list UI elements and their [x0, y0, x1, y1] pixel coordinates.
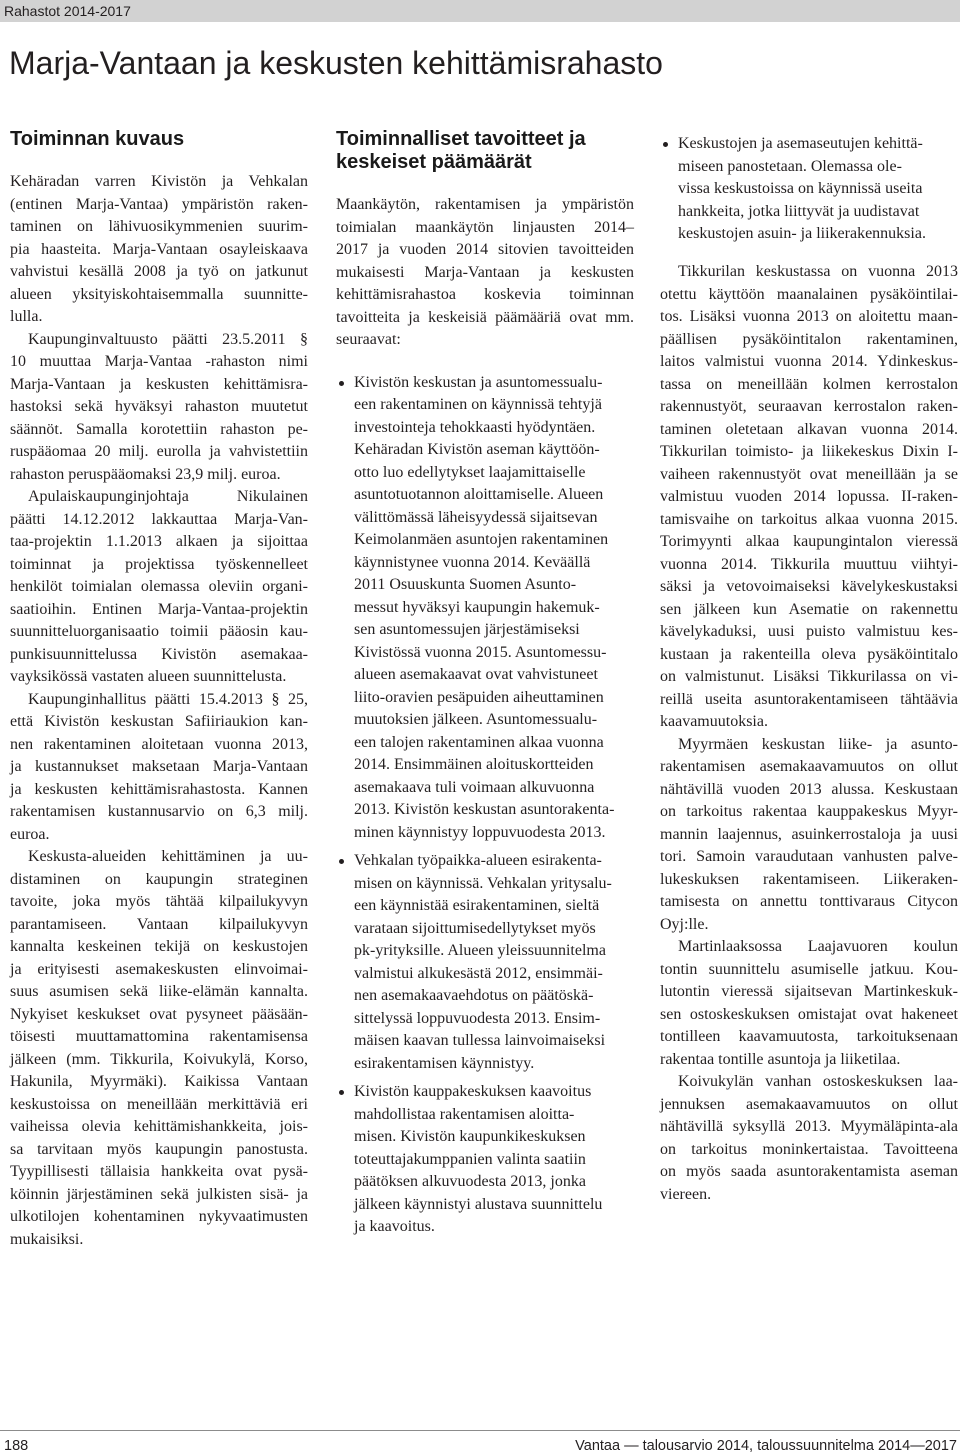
text-line: Keskusta-alueiden kehittäminen ja uu-	[28, 848, 308, 865]
text-line: Nykyiset keskukset ovat pysyneet pääsään-	[10, 1005, 308, 1023]
text-line: Myyrmäen keskustan liike- ja asunto-	[678, 735, 958, 753]
text-line: lukeskuksen rakentamiseen. Liikeraken-	[660, 870, 958, 888]
text-line: suunnitteluorganisaatio toimii pääosin kau-	[10, 623, 308, 640]
text-line: misen. Kivistön kaupunkikeskuksen	[354, 1128, 586, 1145]
bullet-icon	[663, 142, 668, 147]
text-line: ruspääomaa 20 milj. eurolla ja vahvistettiin	[10, 443, 308, 460]
text-line: tontin suunnittelu asumiselle jatkuu. Kou-	[660, 960, 958, 978]
text-line: rakennustyöt, seuraavan kerrostalon raken-	[660, 398, 958, 415]
text-line: Marja-Vantaan ja keskusten kehittämisra-	[10, 375, 308, 393]
text-line: tos. Lisäksi vuonna 2013 on aloitettu maan-	[660, 308, 958, 325]
text-line: 10 muuttaa Marja-Vantaa -rahaston nimi	[10, 353, 308, 370]
text-line: on valmistunut. Lisäksi Tikkurilassa on vi-	[660, 668, 958, 685]
text-line: messut hyväksyi kaupungin hakemuk-	[354, 598, 600, 616]
text-line: ja erityisesti asemakeskusten elinvoimai-	[10, 960, 308, 978]
text-line: vuonna 2014. Tikkurila muuttuu viihtyi-	[660, 555, 958, 573]
text-line: Kaupunginhallitus päätti 15.4.2013 § 25,	[28, 690, 308, 708]
text-line: sen ostoskeskuksen omistajat ovat hakeneet	[660, 1005, 958, 1023]
text-line: reillä useita asuntorakentamiseen tähtäävia	[660, 690, 958, 708]
text-line: taminen on lähivuosikymmenien suurim-	[10, 218, 308, 235]
text-line: Keimolanmäen asuntojen rakentaminen	[354, 531, 609, 548]
text-line: miseen panostetaan. Olemassa ole-	[678, 157, 902, 175]
text-line: sittelyssä loppuvuodesta 2013. Ensim-	[354, 1009, 601, 1027]
text-line: liito-oravien pesäpuiden aiheuttaminen	[354, 688, 604, 706]
text-line: sa tarvitaan myös kaupungin panostusta.	[10, 1140, 308, 1158]
text-line: parantamiseen. Vantaan kilpailukyvyn	[10, 915, 308, 933]
text-line: muutoksien jälkeen. Asuntomessualu-	[354, 711, 598, 728]
text-line: päätti 14.12.2012 lakkauttaa Marja-Van-	[10, 510, 308, 528]
text-line: distaminen on kaupungin strateginen	[10, 870, 308, 888]
text-line: misen on käynnissä. Vehkalan yritysalu-	[354, 874, 612, 892]
running-header-text: Rahastot 2014-2017	[4, 3, 131, 19]
text-line: vayksikössä vastaten alueen suunnittelusta.	[10, 668, 287, 685]
text-line: kävelykaduksi, uusi puisto valmistuu kes-	[660, 623, 958, 640]
text-line: punkisuunnittelussa Kivistön asemakaa-	[10, 645, 308, 663]
text-line: een käynnistää esirakentaminen, sieltä	[354, 897, 600, 914]
text-line: hankkeita, jotka liittyvät ja uudistavat	[678, 202, 920, 220]
text-line: ja keskusten kehittämisrahastosta. Kannen	[10, 780, 308, 798]
text-line: päällisen pysäköintitalon rakentaminen,	[660, 330, 958, 348]
text-line: nen asemakaavaehdotus on päätöskä-	[354, 987, 594, 1004]
text-line: tamisvaihe on tarkoitus alkaa vuonna 2015.	[660, 510, 958, 528]
paragraph	[660, 936, 958, 1071]
text-line: Hakunila, Myyrmäki). Kaikissa Vantaan	[10, 1073, 308, 1090]
text-line: tassa on meneillään kolmen kerrostalon	[660, 375, 958, 393]
list-item-text	[678, 133, 958, 246]
text-line: Vehkalan työpaikka-alueen esirakenta-	[354, 852, 602, 869]
text-line: säksi ja vetovoimaiseksi kävelykeskustaksi	[660, 578, 958, 595]
text-line: Torimyynti alkaa kaupungintalon vieressä	[660, 533, 958, 550]
text-line: köinnin järjestäminen sekä julkisten sisä- ja	[10, 1185, 308, 1203]
text-line: saatioihin. Entinen Marja-Vantaa-projektin	[10, 600, 308, 618]
paragraph	[10, 171, 308, 329]
text-line: Toiminnan kuvaus	[10, 128, 185, 150]
bullet-icon	[339, 381, 344, 386]
text-line: asuntotuotannon aloittamiselle. Alueen	[354, 486, 604, 503]
text-line: on tarkoitus rakentaa kauppakeskus Myyr-	[660, 803, 958, 820]
text-line: kaavamuutoksia.	[660, 713, 768, 730]
text-line: 2011 Osuuskunta Suomen Asunto-	[354, 576, 577, 593]
text-line: sen jälkeen kun Asematie on rakennettu	[660, 600, 958, 618]
text-line: minen käynnistyy loppuvuodesta 2013.	[354, 823, 606, 841]
text-line: mukaisesti Marja-Vantaan ja keskusten	[336, 263, 634, 281]
text-line: mäisen kaavan tullessa lainvoimaiseksi	[354, 1032, 606, 1049]
text-line: välittömässä läheisyydessä sijaitsevan	[354, 508, 598, 526]
text-line: on tarkoitus moninkertaistaa. Tavoitteena	[660, 1140, 958, 1158]
text-line: tavoitteita ja keskeisiä päämääriä ovat mm.	[336, 308, 634, 326]
text-line: toteuttajakumppanien valinta saatiin	[354, 1150, 586, 1168]
text-line: valmistui alkukesästä 2012, ensimmäi-	[354, 964, 603, 982]
column-left	[10, 128, 308, 1251]
text-line: nen rakentaminen aloitetaan vuonna 2013,	[10, 735, 308, 753]
text-line: esirakentamisen käynnistyy.	[354, 1054, 535, 1072]
text-line: ja kustannukset maksetaan Marja-Vantaan	[10, 758, 308, 775]
text-line: seuraavat:	[336, 331, 401, 348]
text-line: rakentamisen kustannusarvio on 6,3 milj.	[10, 803, 308, 820]
text-line: sen asuntomessujen järjestämiseksi	[354, 621, 580, 638]
paragraph	[10, 329, 308, 487]
text-line: Kivistön keskustan ja asuntomessualu-	[354, 373, 603, 391]
text-line: toimialan maankäytön linjausten 2014–	[336, 218, 634, 236]
text-line: investointeja tehokkaasti hyödyntäen.	[354, 418, 596, 436]
list-item	[336, 850, 634, 1075]
publication-footer: Vantaa — talousarvio 2014, taloussuunnitelma 2014—2017	[575, 1438, 957, 1454]
text-line: että Kivistön keskustan Safiiriaukion kan-	[10, 713, 308, 730]
text-line: Toiminnalliset tavoitteet ja	[336, 128, 586, 150]
text-line: kannalta keskeinen tekijä on keskustojen	[10, 938, 308, 955]
text-line: tontilleen kaavamuutosta, tarkoituksenaan	[660, 1028, 958, 1045]
text-line: alueen asemakaavat ovat vahvistuneet	[354, 666, 598, 683]
section-heading-objectives	[336, 128, 634, 174]
text-line: Apulaiskaupunginjohtaja Nikulainen	[28, 488, 308, 505]
text-line: pk-yrityksille. Alueen yleissuunnitelma	[354, 942, 606, 959]
text-line: Kaupunginvaltuusto päätti 23.5.2011 §	[28, 330, 308, 348]
objectives-list-continued	[660, 133, 958, 246]
text-line: valmistuu vuoden 2014 lopussa. II-raken-	[660, 488, 958, 505]
text-line: asemakaava tuli voimaan alkuvuonna	[354, 778, 595, 796]
text-line: nähtävillä syksyllä 2013. Myymäläpinta-ala	[660, 1118, 958, 1135]
text-line: vaiheen rakennustyöt ovat meneillään ja se	[660, 465, 958, 483]
text-line: keskustojen asuin- ja liikerakennuksia.	[678, 225, 926, 242]
text-line: alueen yksityiskohtaisemmalla suunnitte-	[10, 285, 308, 303]
text-line: keskustoissa on meneillään merkittäviä eri	[10, 1095, 308, 1113]
text-line: een rakentaminen on käynnissä tehtyjä	[354, 396, 602, 413]
running-header-bar	[0, 0, 960, 22]
text-line: viereen.	[660, 1185, 712, 1203]
text-line: 2017 ja vuoden 2014 sitovien tavoitteiden	[336, 241, 634, 258]
text-line: vaiheissa olevia kehittämishankkeita, jois-	[10, 1118, 308, 1135]
list-item	[336, 372, 634, 845]
text-line: keskeiset päämäärät	[336, 151, 532, 173]
text-line: Kivistössä vuonna 2015. Asuntomessu-	[354, 643, 607, 661]
paragraph	[10, 846, 308, 1251]
text-line: tavoite, joka myös tähtää kilpailukyvyn	[10, 893, 308, 910]
text-line: mahdollistaa rakentamisen aloitta-	[354, 1105, 575, 1123]
paragraph	[660, 1071, 958, 1206]
text-line: jennuksen asemakaavamuutos on ollut	[660, 1095, 958, 1113]
text-line: jälkeen käynnistyi alustava suunnittelu	[354, 1195, 603, 1213]
text-line: varataan sijoittumisedellytykset myös	[354, 919, 596, 937]
page-number: 188	[4, 1438, 29, 1454]
text-line: Kehäradan varren Kivistön ja Vehkalan	[10, 173, 308, 190]
text-line: Kivistön kauppakeskuksen kaavoitus	[354, 1083, 592, 1100]
text-line: ja kaavoitus.	[354, 1218, 435, 1235]
bullet-icon	[339, 1090, 344, 1095]
text-line: Maankäytön, rakentamisen ja ympäristön	[336, 196, 634, 213]
objectives-list	[336, 372, 634, 1239]
text-line: Tikkurilan toimisto- ja liikekeskus Dixin I-	[660, 443, 958, 460]
page-title: Marja-Vantaan ja keskusten kehittämisrahasto	[9, 45, 663, 81]
text-line: Tikkurilan keskustassa on vuonna 2013	[678, 263, 958, 280]
text-line: otto luo edellytykset laajamittaiselle	[354, 463, 586, 481]
text-line: kehittämisrahastoa koskevia toiminnan	[336, 286, 634, 303]
column-middle	[336, 128, 634, 1239]
list-item-text	[354, 372, 634, 845]
text-line: vahvistui kesällä 2008 ja työ on jatkunut	[10, 263, 308, 280]
text-line: Tyypillisesti tällaisia hankkeita ovat pysä-	[10, 1163, 308, 1180]
text-line: Keskustojen ja asemaseutujen kehittä-	[678, 135, 923, 152]
text-line: Oyj:lle.	[660, 915, 709, 933]
section-heading-description	[10, 128, 308, 151]
text-line: rakentaa tontille asuntoja ja liiketilaa.	[660, 1050, 901, 1068]
text-line: taminen oletetaan alkavan vuonna 2014.	[660, 420, 958, 438]
text-line: vissa keskustoissa on käynnissä useita	[678, 180, 923, 197]
text-line: ulkotilojen kohentaminen nykyvaatimusten	[10, 1208, 308, 1225]
text-line: laitos valmistui vuonna 2014. Ydinkeskus-	[660, 353, 958, 370]
text-line: otettu käyttöön maanalainen pysäköintilai-	[660, 285, 958, 303]
text-line: rakentamisen asemakaavamuutos on ollut	[660, 758, 958, 775]
text-line: mannin laajennus, asuinkerrostaloja ja uusi	[660, 825, 958, 843]
text-line: tamisesta on annettu tonttivaraus Citycon	[660, 893, 958, 910]
text-line: 2014. Ensimmäinen aloituskortteiden	[354, 756, 594, 773]
text-line: lutontin vieressä sijaitsevan Martinkeskuk-	[660, 983, 958, 1000]
text-line: tori. Samoin varaudutaan vanhusten palve-	[660, 848, 958, 865]
text-line: Martinlaaksossa Laajavuoren koulun	[678, 938, 958, 955]
paragraph	[10, 486, 308, 689]
text-line: Koivukylän vanhan ostoskeskuksen laa-	[678, 1073, 958, 1090]
text-line: rahaston peruspääomaksi 23,9 milj. euroa.	[10, 465, 281, 483]
text-line: käynnistynee vuonna 2014. Keväällä	[354, 553, 591, 571]
text-line: toiminnat ja projektissa työskennelleet	[10, 555, 308, 573]
text-line: nähtävillä vuoden 2013 alussa. Keskustaan	[660, 780, 958, 798]
text-line: euroa.	[10, 825, 50, 843]
text-line: suus asumisen sekä liike-elämän kannalta.	[10, 983, 308, 1000]
paragraph	[660, 261, 958, 734]
text-line: Kehäradan Kivistön aseman käyttöön-	[354, 441, 600, 458]
list-item	[336, 1081, 634, 1239]
list-item-text	[354, 850, 634, 1075]
footer-divider	[0, 1430, 960, 1431]
text-line: lulla.	[10, 308, 43, 325]
text-line: pia haasteita. Marja-Vantaan osayleiskaava	[10, 240, 308, 258]
bullet-icon	[339, 859, 344, 864]
paragraph	[10, 689, 308, 847]
text-line: henkilöt toimialan olemassa oleviin organi-	[10, 578, 308, 595]
text-line: 2013. Kivistön keskustan asuntorakenta-	[354, 801, 615, 818]
text-line: päätöksen alkuvuodesta 2013, jonka	[354, 1173, 586, 1190]
text-line: kustaan ja rakenteilla oleva pysäköintitalo	[660, 645, 958, 663]
text-line: jälkeen (mm. Tikkurila, Koivukylä, Korso,	[10, 1050, 308, 1068]
paragraph	[660, 734, 958, 937]
text-line: (entinen Marja-Vantaa) ympäristön raken-	[10, 195, 308, 213]
text-line: on myös saada asuntorakentamista aseman	[660, 1163, 958, 1180]
text-line: hastoksi sekä hyväksyi rahaston muutetut	[10, 398, 308, 415]
text-line: een talojen rakentaminen alkaa vuonna	[354, 733, 604, 751]
intro-paragraph	[336, 194, 634, 352]
text-line: mukaisiksi.	[10, 1230, 84, 1248]
text-line: töisesti muuttamattomina rakentamisensa	[10, 1028, 308, 1045]
text-line: taa-projektin 1.1.2013 alkaen ja sijoittaa	[10, 533, 308, 550]
list-item-text	[354, 1081, 634, 1239]
text-line: säännöt. Samalla korotettiin rahaston pe-	[10, 420, 308, 438]
column-right	[660, 133, 958, 1206]
list-item	[660, 133, 958, 246]
